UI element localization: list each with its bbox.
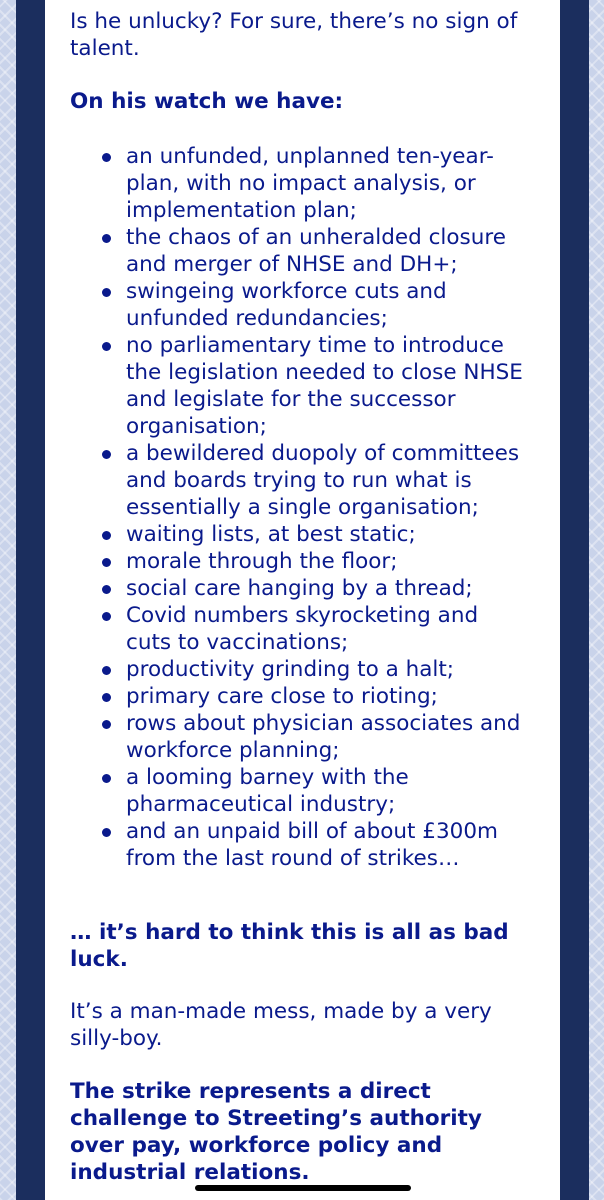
strike-text: The strike represents a direct challenge to Streeting’s authority over pay, workforce policy and industrial relations. (70, 1079, 482, 1185)
list-item (70, 224, 530, 278)
list-item (70, 710, 530, 764)
home-indicator[interactable] (195, 1185, 411, 1191)
bullet-icon (102, 531, 111, 540)
bullet-icon (102, 612, 111, 621)
bullet-icon (102, 774, 111, 783)
bullet-icon (102, 153, 111, 162)
bullet-icon (102, 342, 111, 351)
list-item (70, 656, 530, 683)
list-item (70, 764, 530, 818)
list-item-text: waiting lists, at best static; (126, 522, 416, 547)
list-item (70, 683, 530, 710)
list-item (70, 818, 530, 872)
bullet-icon (102, 693, 111, 702)
list-item (70, 602, 530, 656)
list-item-text: primary care close to rioting; (126, 684, 438, 709)
bullet-icon (102, 234, 111, 243)
list-item-text: morale through the floor; (126, 549, 398, 574)
list-item (70, 440, 530, 521)
section-heading: On his watch we have: (70, 89, 344, 114)
list-item (70, 521, 530, 548)
list-item (70, 575, 530, 602)
bullet-icon (102, 828, 111, 837)
bullet-icon (102, 288, 111, 297)
bullet-icon (102, 450, 111, 459)
list-item-text: productivity grinding to a halt; (126, 657, 455, 682)
bullet-icon (102, 666, 111, 675)
list-item-text: an unfunded, unplanned ten-year-plan, with no impact analysis, or implementation plan; (126, 144, 494, 223)
bullet-icon (102, 585, 111, 594)
list-item-text: Covid numbers skyrocketing and cuts to vaccinations; (126, 603, 479, 655)
list-item-text: a bewildered duopoly of committees and boards trying to run what is essentially a single organisation; (126, 441, 520, 520)
bullet-list (70, 143, 530, 872)
list-item (70, 143, 530, 224)
bullet-icon (102, 558, 111, 567)
list-item (70, 278, 530, 332)
list-item (70, 548, 530, 575)
list-item-text: swingeing workforce cuts and unfunded redundancies; (126, 279, 447, 331)
mess-text: It’s a man-made mess, made by a very silly-boy. (70, 999, 492, 1051)
intro-text: Is he unlucky? For sure, there’s no sign of talent. (70, 9, 518, 61)
conclusion-text: … it’s hard to think this is all as bad luck. (70, 920, 509, 972)
list-item-text: no parliamentary time to introduce the legislation needed to close NHSE and legislate for the successor organisation; (126, 333, 523, 439)
list-item-text: a looming barney with the pharmaceutical industry; (126, 765, 409, 817)
list-item (70, 332, 530, 440)
list-item-text: rows about physician associates and workforce planning; (126, 711, 521, 763)
list-item-text: the chaos of an unheralded closure and merger of NHSE and DH+; (126, 225, 506, 277)
list-item-text: social care hanging by a thread; (126, 576, 473, 601)
list-item-text: and an unpaid bill of about £300m from the last round of strikes… (126, 819, 498, 871)
bullet-icon (102, 720, 111, 729)
